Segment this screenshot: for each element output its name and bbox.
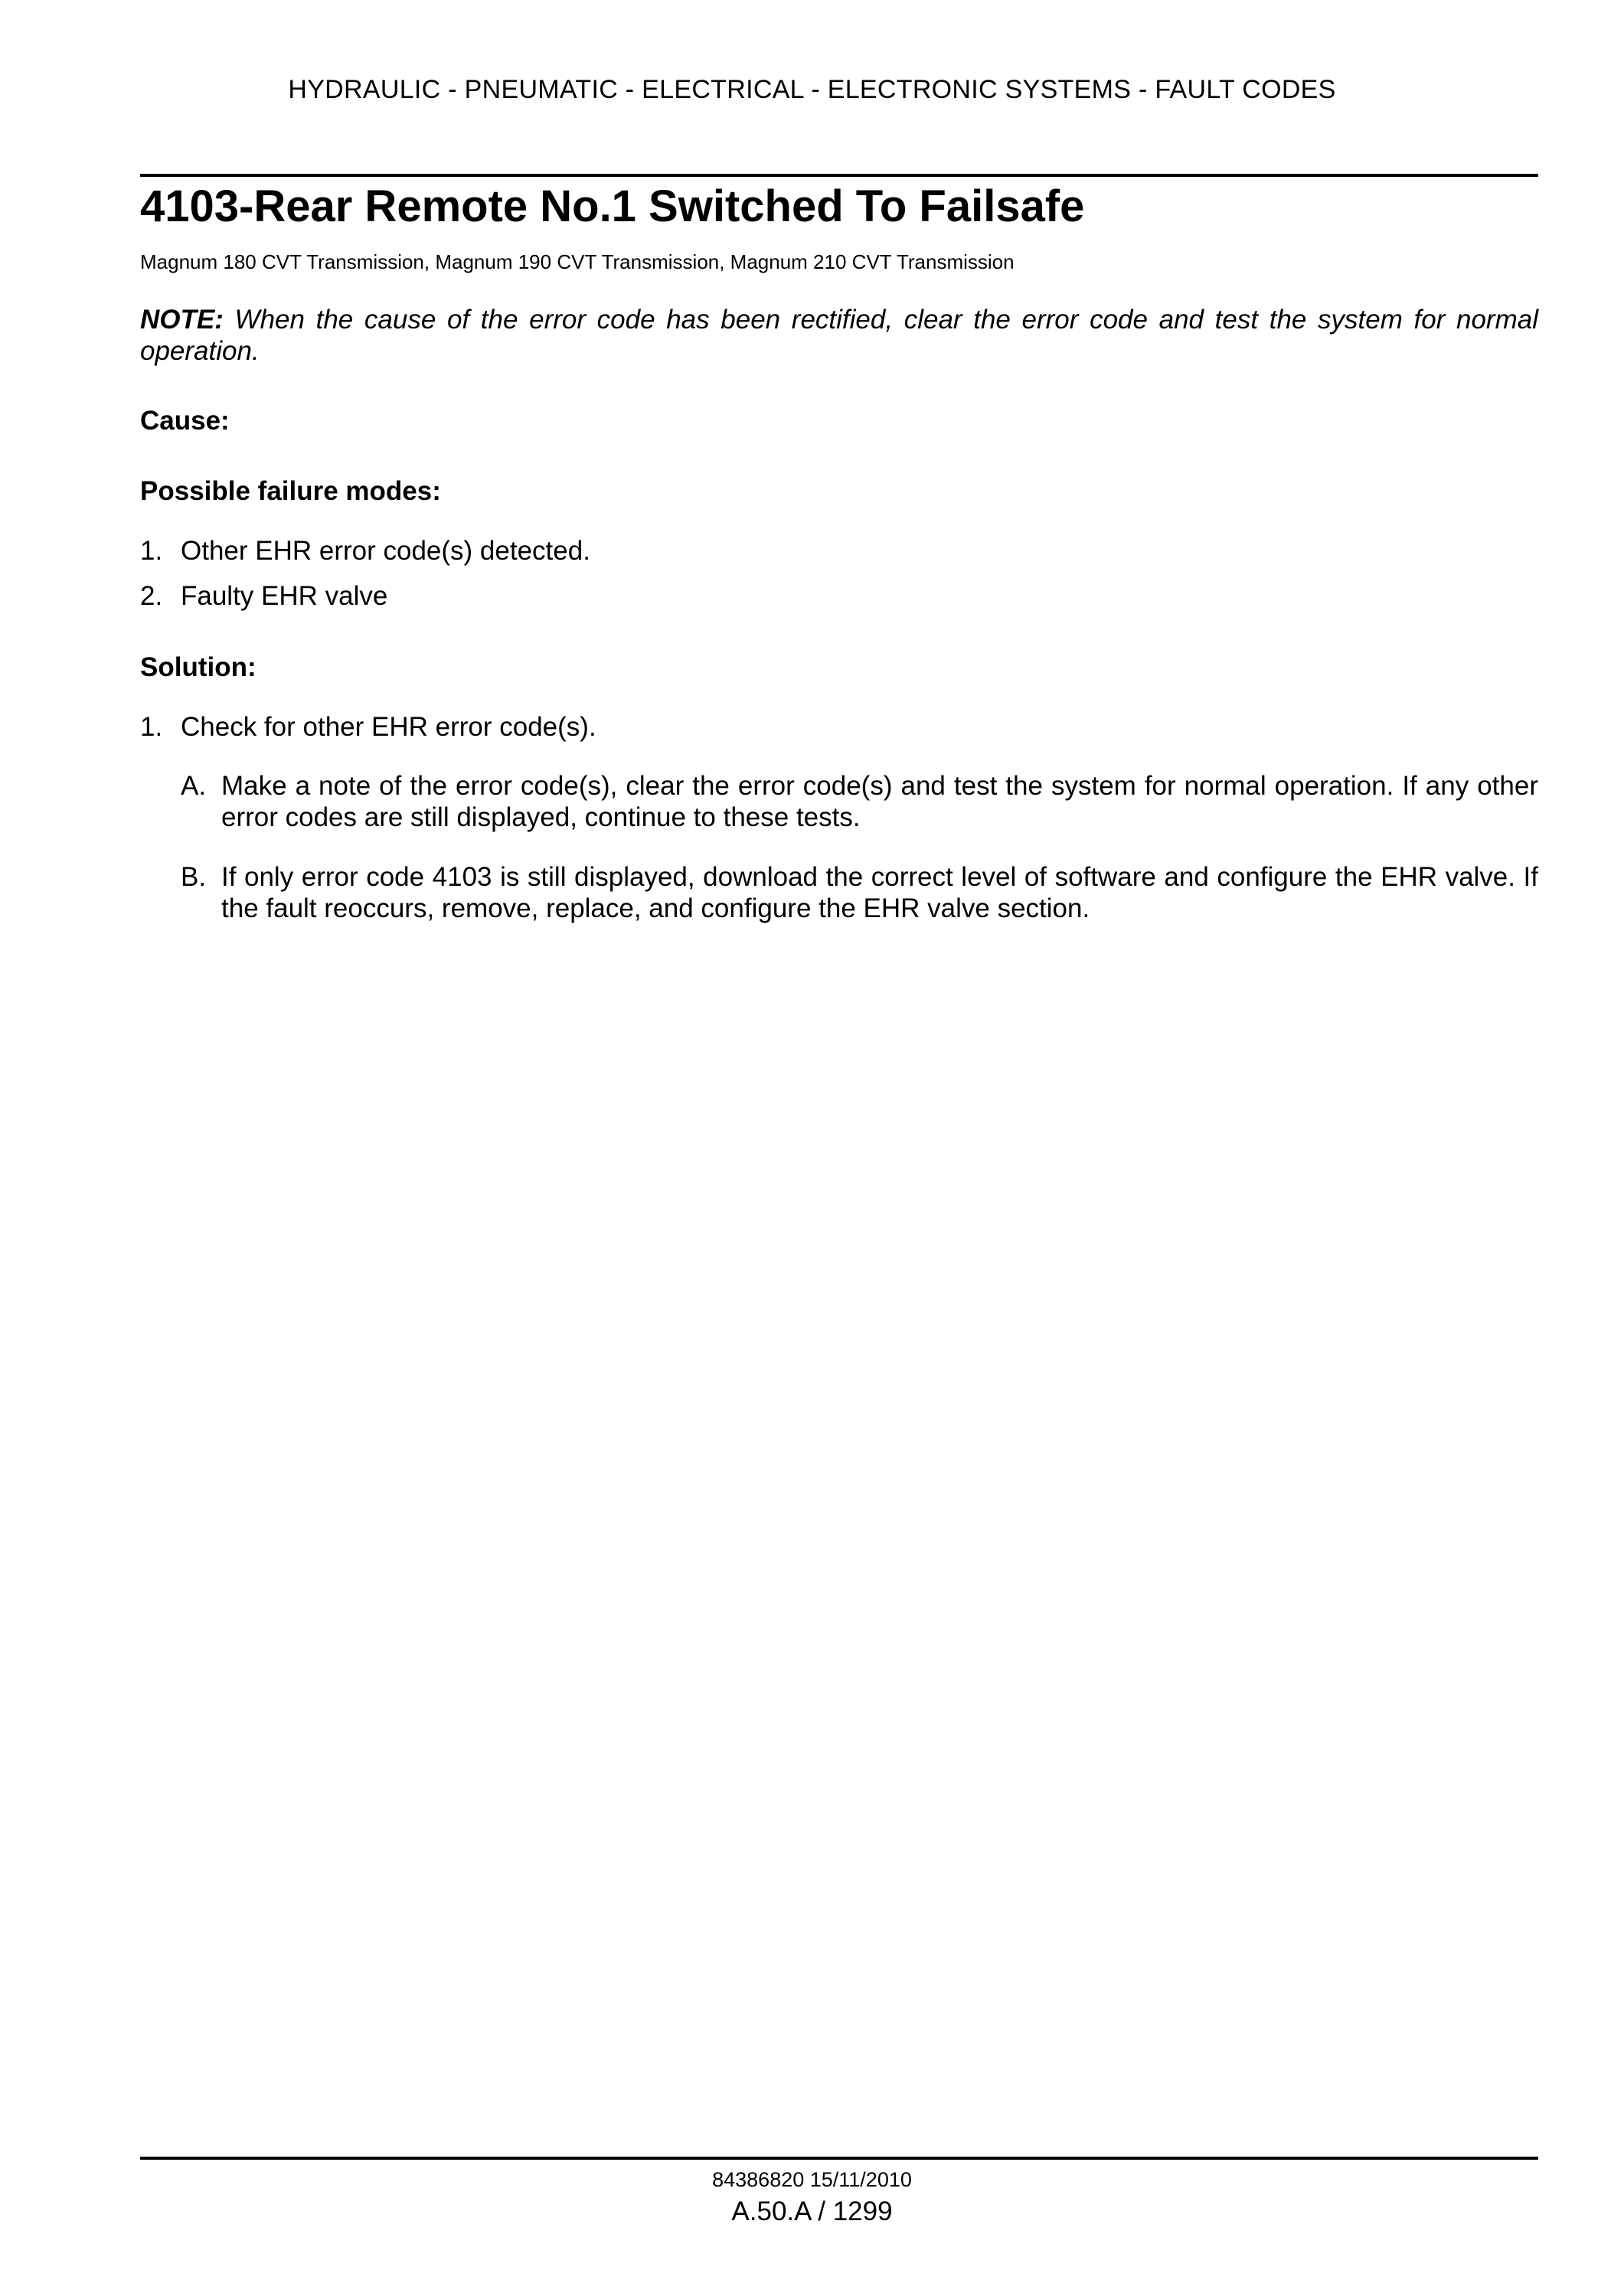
solution-substeps-list xyxy=(181,770,1538,924)
page-title: 4103-Rear Remote No.1 Switched To Failsafe xyxy=(140,181,1085,231)
list-item-text: Faulty EHR valve xyxy=(181,581,388,611)
footer-divider xyxy=(140,2157,1538,2160)
sub-list-item xyxy=(181,861,1538,924)
document-body xyxy=(140,180,1538,924)
applies-to-models: Magnum 180 CVT Transmission, Magnum 190 CVT Transmission, Magnum 210 CVT Transmission xyxy=(140,250,1015,273)
list-item-text: Check for other EHR error code(s). xyxy=(181,712,596,742)
list-item-text: Other EHR error code(s) detected. xyxy=(181,536,590,566)
header-divider xyxy=(140,174,1538,177)
failure-modes-list xyxy=(140,535,1538,612)
list-marker: 1. xyxy=(140,536,163,566)
list-item xyxy=(140,535,1538,567)
footer-page-number: A.50.A / 1299 xyxy=(731,2196,893,2226)
sub-list-marker: A. xyxy=(181,771,207,801)
note-paragraph xyxy=(140,304,1538,367)
sub-list-item-text: If only error code 4103 is still displayed, download the correct level of software and configure the EHR valve. If the fault reoccurs, remove, replace, and configure the EHR valve section. xyxy=(221,862,1538,923)
cause-heading: Cause: xyxy=(140,406,230,436)
sub-list-item-text: Make a note of the error code(s), clear the error code(s) and test the system for normal operation. If any other error codes are still displayed, continue to these tests. xyxy=(221,771,1538,832)
running-header: HYDRAULIC - PNEUMATIC - ELECTRICAL - ELECTRONIC SYSTEMS - FAULT CODES xyxy=(288,75,1336,104)
failure-modes-heading: Possible failure modes: xyxy=(140,476,441,506)
solution-heading: Solution: xyxy=(140,652,257,682)
list-marker: 1. xyxy=(140,712,163,742)
footer-doc-code: 84386820 15/11/2010 xyxy=(712,2168,912,2191)
note-label: NOTE: xyxy=(140,305,224,335)
list-item xyxy=(140,580,1538,612)
list-item xyxy=(140,711,1538,743)
list-marker: 2. xyxy=(140,581,163,611)
sub-list-item xyxy=(181,770,1538,833)
note-text: When the cause of the error code has been rectified, clear the error code and test the system for normal operation. xyxy=(140,305,1538,366)
sub-list-marker: B. xyxy=(181,862,207,892)
solution-steps-list xyxy=(140,711,1538,743)
